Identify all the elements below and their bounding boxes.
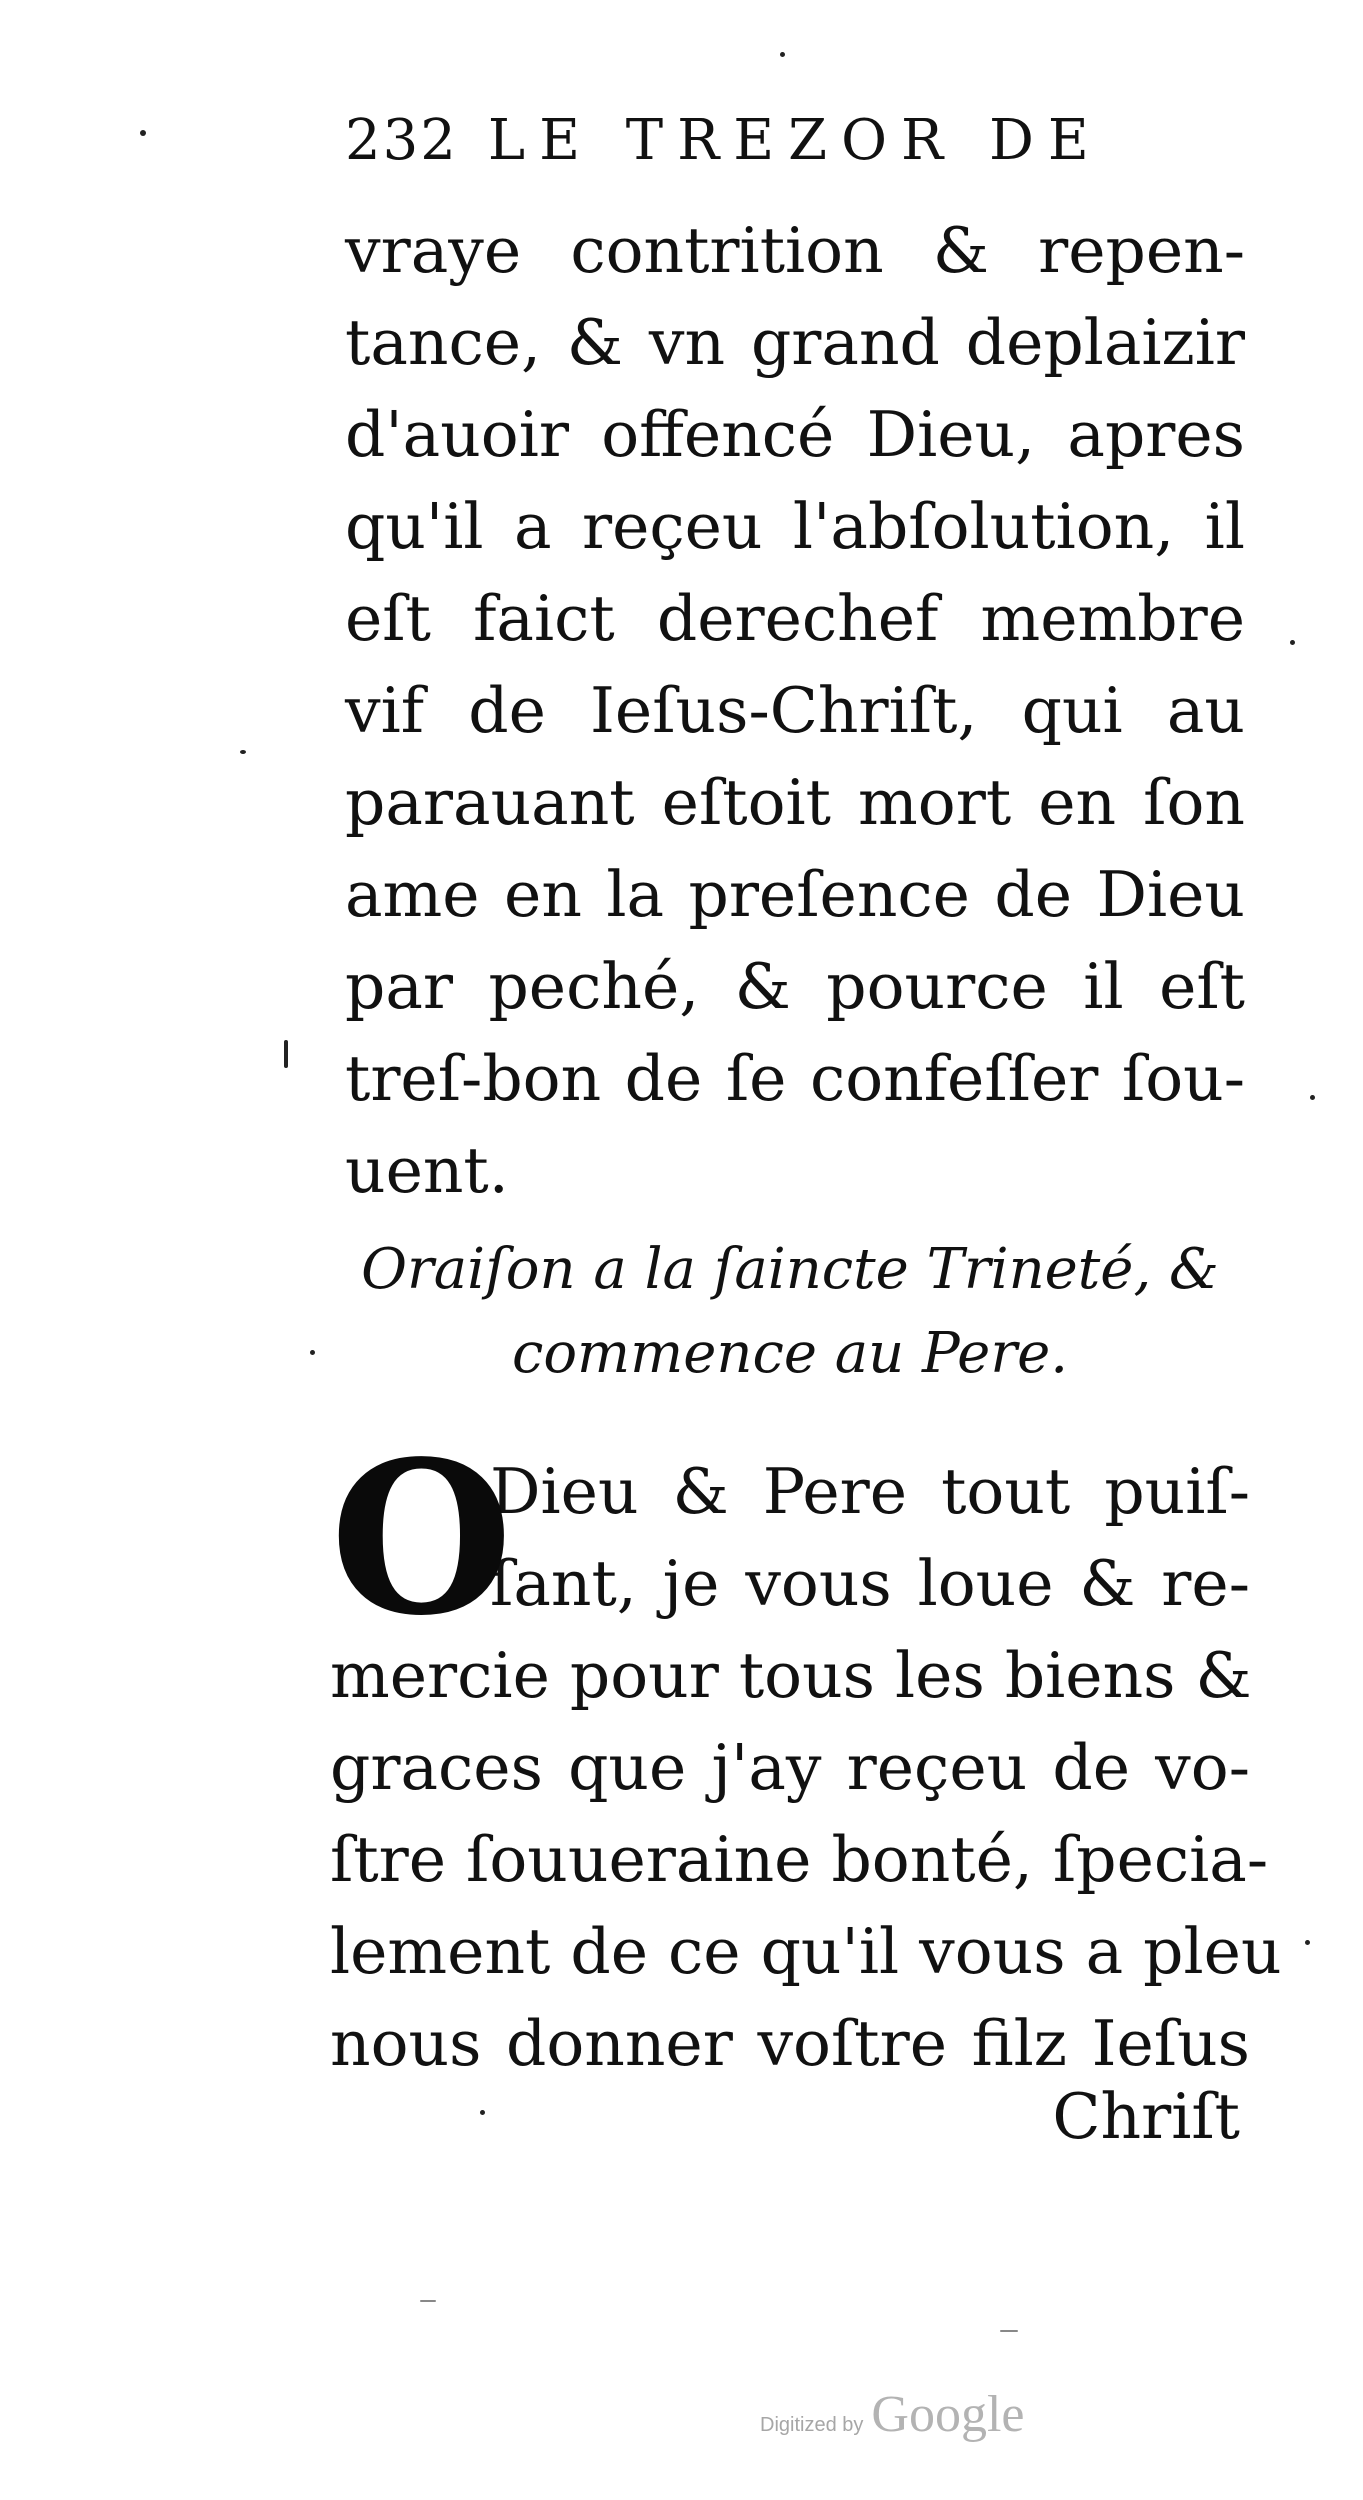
scan-speck xyxy=(1310,1095,1315,1100)
text-line: eſt faict derechef membre xyxy=(345,582,1245,655)
text-line: mercie pour tous les biens & xyxy=(330,1639,1252,1712)
text-line: nous donner voſtre filz Ieſus xyxy=(330,2007,1250,2080)
text-line: lement de ce qu'il vous a pleu xyxy=(330,1915,1282,1988)
scan-speck xyxy=(780,52,785,57)
text-line: tance, & vn grand deplaizir xyxy=(345,306,1245,379)
scan-speck xyxy=(140,130,146,136)
scan-speck xyxy=(240,750,246,754)
watermark-prefix: Digitized by xyxy=(760,2414,864,2436)
text-line: qu'il a reçeu l'abſolution, il xyxy=(345,490,1245,563)
text-line: ſtre ſouueraine bonté, ſpecia- xyxy=(330,1823,1269,1896)
digitization-watermark xyxy=(760,2385,1024,2444)
running-header xyxy=(345,108,1245,188)
text-line: vif de Ieſus-Chriſt, qui au xyxy=(345,674,1245,747)
text-line: d'auoir offencé Dieu, apres xyxy=(345,398,1245,471)
page-number: 232 xyxy=(345,108,458,173)
scan-speck xyxy=(1290,640,1295,645)
drop-cap: O xyxy=(330,1415,513,1662)
body-paragraph xyxy=(345,205,1245,1217)
scan-speck xyxy=(1000,2330,1018,2332)
scan-speck xyxy=(284,1040,288,1068)
heading-line: Oraiſon a la ſaincte Trineté, & xyxy=(361,1237,1219,1302)
text-line: graces que j'ay reçeu de vo- xyxy=(330,1731,1250,1804)
text-line: treſ-bon de ſe confeſſer ſou- xyxy=(345,1042,1245,1115)
catchword: Chriſt xyxy=(1052,2080,1240,2153)
text-line: vraye contrition & repen- xyxy=(345,214,1245,287)
scan-speck xyxy=(480,2110,485,2115)
text-line: Dieu & Pere tout puiſ- xyxy=(490,1455,1250,1528)
scan-speck xyxy=(420,2300,436,2302)
scan-speck xyxy=(310,1350,315,1355)
scan-speck xyxy=(1305,1940,1310,1945)
text-line: parauant eſtoit mort en ſon xyxy=(345,766,1245,839)
text-line: ame en la preſence de Dieu xyxy=(345,858,1245,931)
running-title: LE TREZOR DE xyxy=(487,108,1103,173)
google-logo: Google xyxy=(871,2386,1025,2443)
text-line: par peché, & pource il eſt xyxy=(345,950,1245,1023)
heading-line: commence au Pere. xyxy=(511,1321,1069,1386)
section-heading xyxy=(340,1228,1240,1396)
text-line: uent. xyxy=(345,1134,509,1207)
prayer-paragraph xyxy=(330,1415,1282,2089)
text-line: ſant, je vous loue & re- xyxy=(490,1547,1250,1620)
